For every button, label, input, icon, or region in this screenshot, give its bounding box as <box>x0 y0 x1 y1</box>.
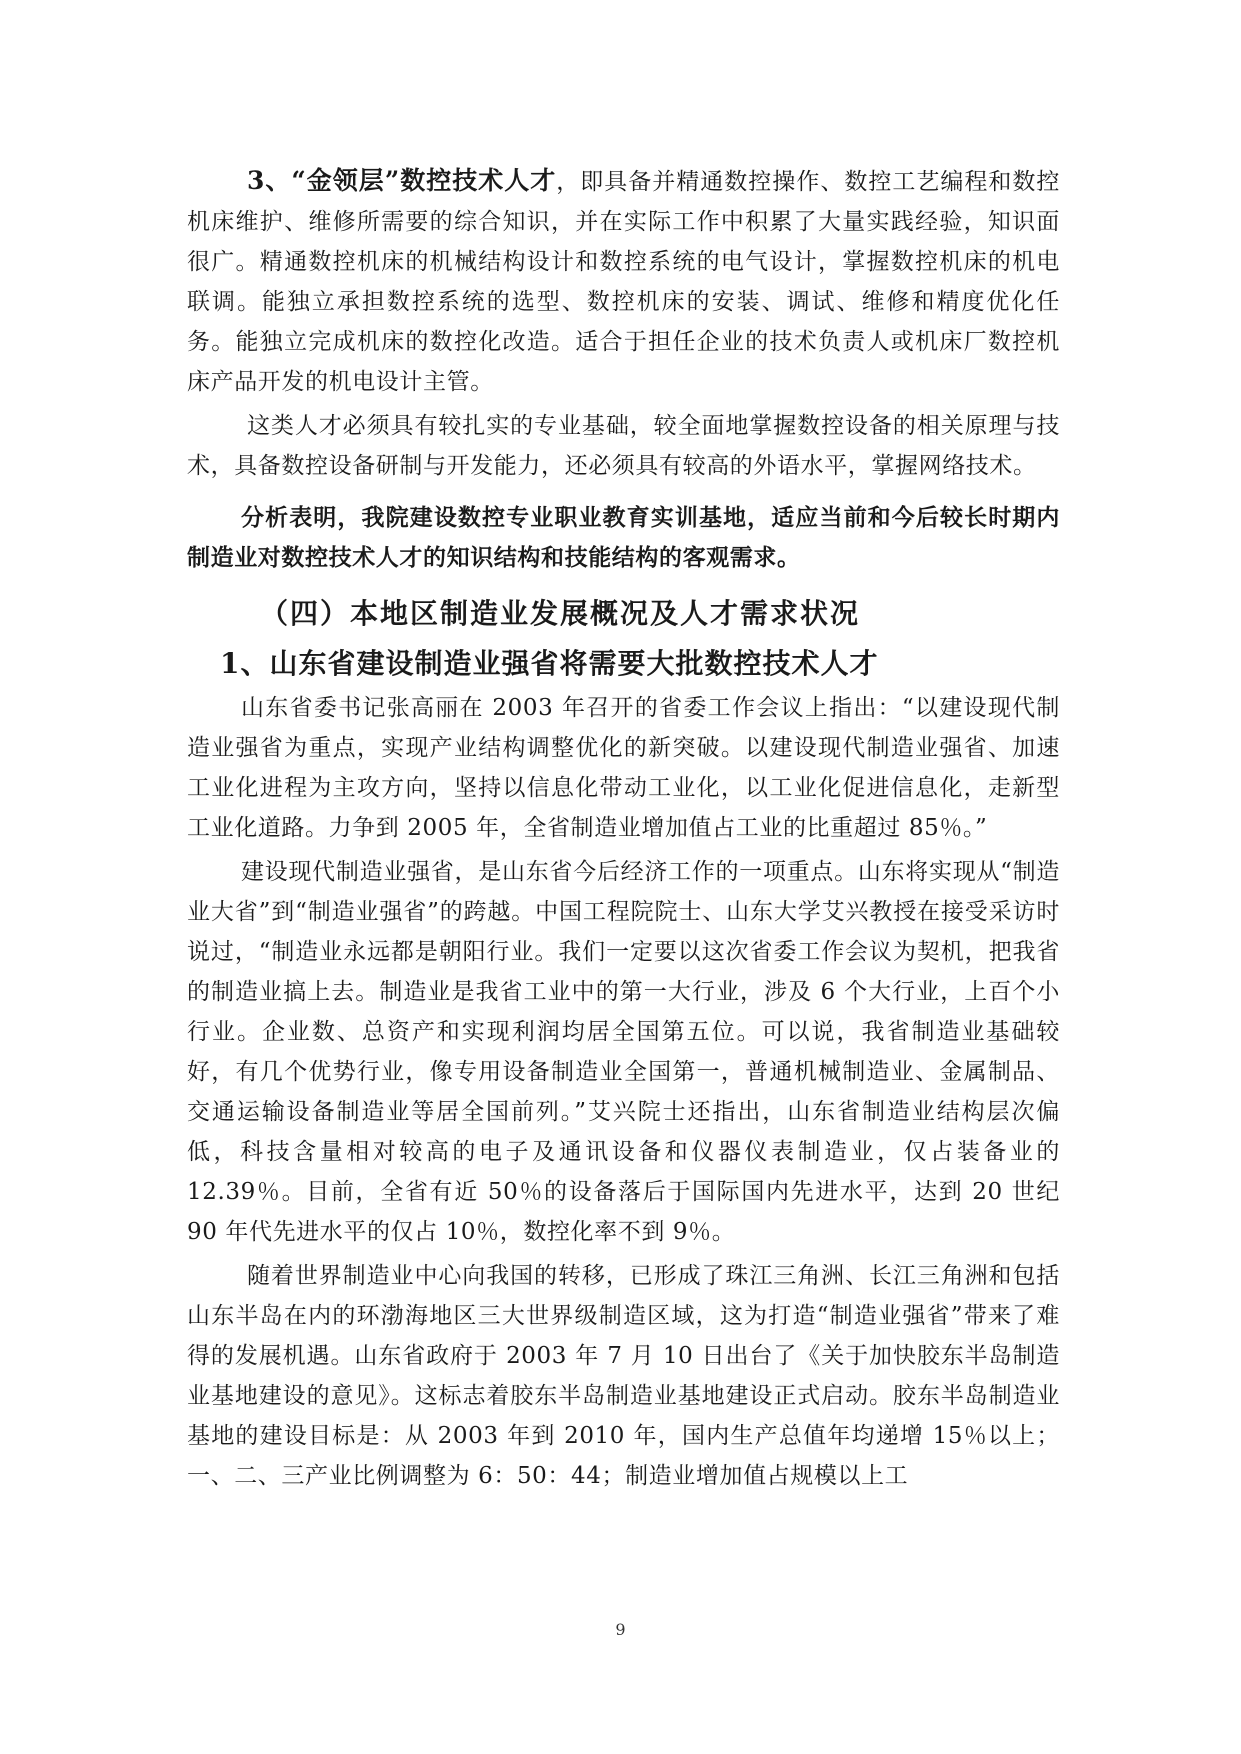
paragraph-lead-heading: 3、“金领层”数控技术人才 <box>247 166 557 195</box>
subsection-heading: 1、山东省建设制造业强省将需要大批数控技术人才 <box>220 647 879 680</box>
page-number: 9 <box>615 1620 626 1639</box>
paragraph-gold-collar-talent <box>187 161 1060 402</box>
paragraph-manufacturing-province: 建设现代制造业强省，是山东省今后经济工作的一项重点。山东将实现从“制造业大省”到“制造业强省”的跨越。中国工程院院士、山东大学艾兴教授在接受采访时说过，“制造业永远都是朝阳行业。我们一定要以这次省委工作会议为契机，把我省的制造业搞上去。制造业是我省工业中的第一大行业，涉及 6 个大行业，上百个小行业。企业数、总资产和实现利润均居全国第五位。可以说，我省制造业基础较好，有几个优势行业，像专用设备制造业全国第一，普通机械制造业、金属制品、交通运输设备制造业等居全国前列。”艾兴院士还指出，山东省制造业结构层次偏低，科技含量相对较高的电子及通讯设备和仪器仪表制造业，仅占装备业的 12.39％。目前，全省有近 50％的设备落后于国际国内先进水平，达到 20 世纪 90 年代先进水平的仅占 10％，数控化率不到 9％。 <box>187 859 1060 1245</box>
paragraph-provincial-meeting: 山东省委书记张高丽在 2003 年召开的省委工作会议上指出：“以建设现代制造业强省为重点，实现产业结构调整优化的新突破。以建设现代制造业强省、加速工业化进程为主攻方向，坚持以信息化带动工业化，以工业化促进信息化，走新型工业化道路。力争到 2005 年，全省制造业增加值占工业的比重超过 85％。” <box>187 695 1060 841</box>
section-heading: （四）本地区制造业发展概况及人才需求状况 <box>260 597 861 630</box>
paragraph-body: ，即具备并精通数控操作、数控工艺编程和数控机床维护、维修所需要的综合知识，并在实际工作中积累了大量实践经验，知识面很广。精通数控机床的机械结构设计和数控系统的电气设计，掌握数控机床的机电联调。能独立承担数控系统的选型、数控机床的安装、调试、维修和精度优化任务。能独立完成机床的数控化改造。适合于担任企业的技术负责人或机床厂数控机床产品开发的机电设计主管。 <box>187 169 1060 395</box>
paragraph-analysis-conclusion: 分析表明，我院建设数控专业职业教育实训基地，适应当前和今后较长时期内制造业对数控技术人才的知识结构和技能结构的客观需求。 <box>187 504 1060 571</box>
page-content <box>187 161 1060 1496</box>
paragraph-jiaodong-base: 随着世界制造业中心向我国的转移，已形成了珠江三角洲、长江三角洲和包括山东半岛在内的环渤海地区三大世界级制造区域，这为打造“制造业强省”带来了难得的发展机遇。山东省政府于 2003 年 7 月 10 日出台了《关于加快胶东半岛制造业基地建设的意见》。这标志着胶东半岛制造业基地建设正式启动。胶东半岛制造业基地的建设目标是：从 2003 年到 2010 年，国内生产总值年均递增 15％以上；一、二、三产业比例调整为 6：50：44；制造业增加值占规模以上工 <box>187 1263 1060 1489</box>
paragraph-talent-requirements: 这类人才必须具有较扎实的专业基础，较全面地掌握数控设备的相关原理与技术，具备数控设备研制与开发能力，还必须具有较高的外语水平，掌握网络技术。 <box>187 413 1060 479</box>
